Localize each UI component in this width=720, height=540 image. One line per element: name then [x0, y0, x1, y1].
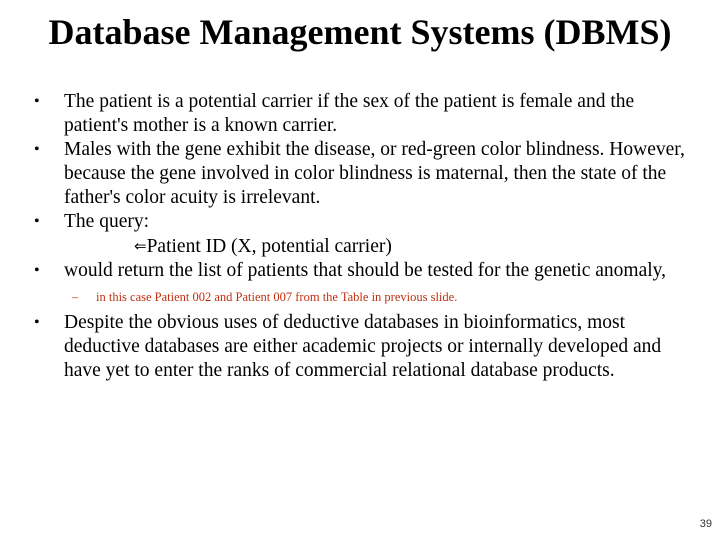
left-arrow-icon: ⇐ [134, 237, 147, 255]
sub-bullet-text: in this case Patient 002 and Patient 007 from the Table in previous slide. [96, 290, 458, 304]
bullet-item [0, 259, 720, 283]
query-text: Patient ID (X, potential carrier) [146, 236, 392, 257]
bullet-text: Despite the obvious uses of deductive databases in bioinformatics, most deductive databases are either academic projects or internally developed and have yet to enter the ranks of commercial relational database products. [64, 312, 662, 381]
bullet-marker: • [34, 141, 40, 158]
bullet-marker: • [34, 314, 40, 331]
bullet-marker: • [34, 93, 40, 110]
bullet-text: The patient is a potential carrier if the sex of the patient is female and the patient's mother is a known carrier. [64, 91, 635, 136]
bullet-item [0, 138, 720, 210]
bullet-marker: • [34, 213, 40, 230]
bullet-text: The query: [64, 211, 150, 232]
bullet-text: would return the list of patients that should be tested for the genetic anomaly, [64, 260, 666, 281]
sub-bullet-item [0, 289, 720, 305]
sub-bullet-marker: – [72, 290, 79, 304]
bullet-item [0, 311, 720, 383]
query-line [0, 234, 720, 259]
bullet-list [0, 90, 720, 383]
bullet-item [0, 210, 720, 234]
bullet-item [0, 90, 720, 138]
bullet-marker: • [34, 262, 40, 279]
page-number: 39 [699, 518, 712, 530]
bullet-text: Males with the gene exhibit the disease, or red-green color blindness. However, because the gene involved in color blindness is maternal, then the state of the father's color acuity is irrelevant. [64, 139, 685, 208]
slide-title: Database Management Systems (DBMS) [48, 12, 672, 52]
